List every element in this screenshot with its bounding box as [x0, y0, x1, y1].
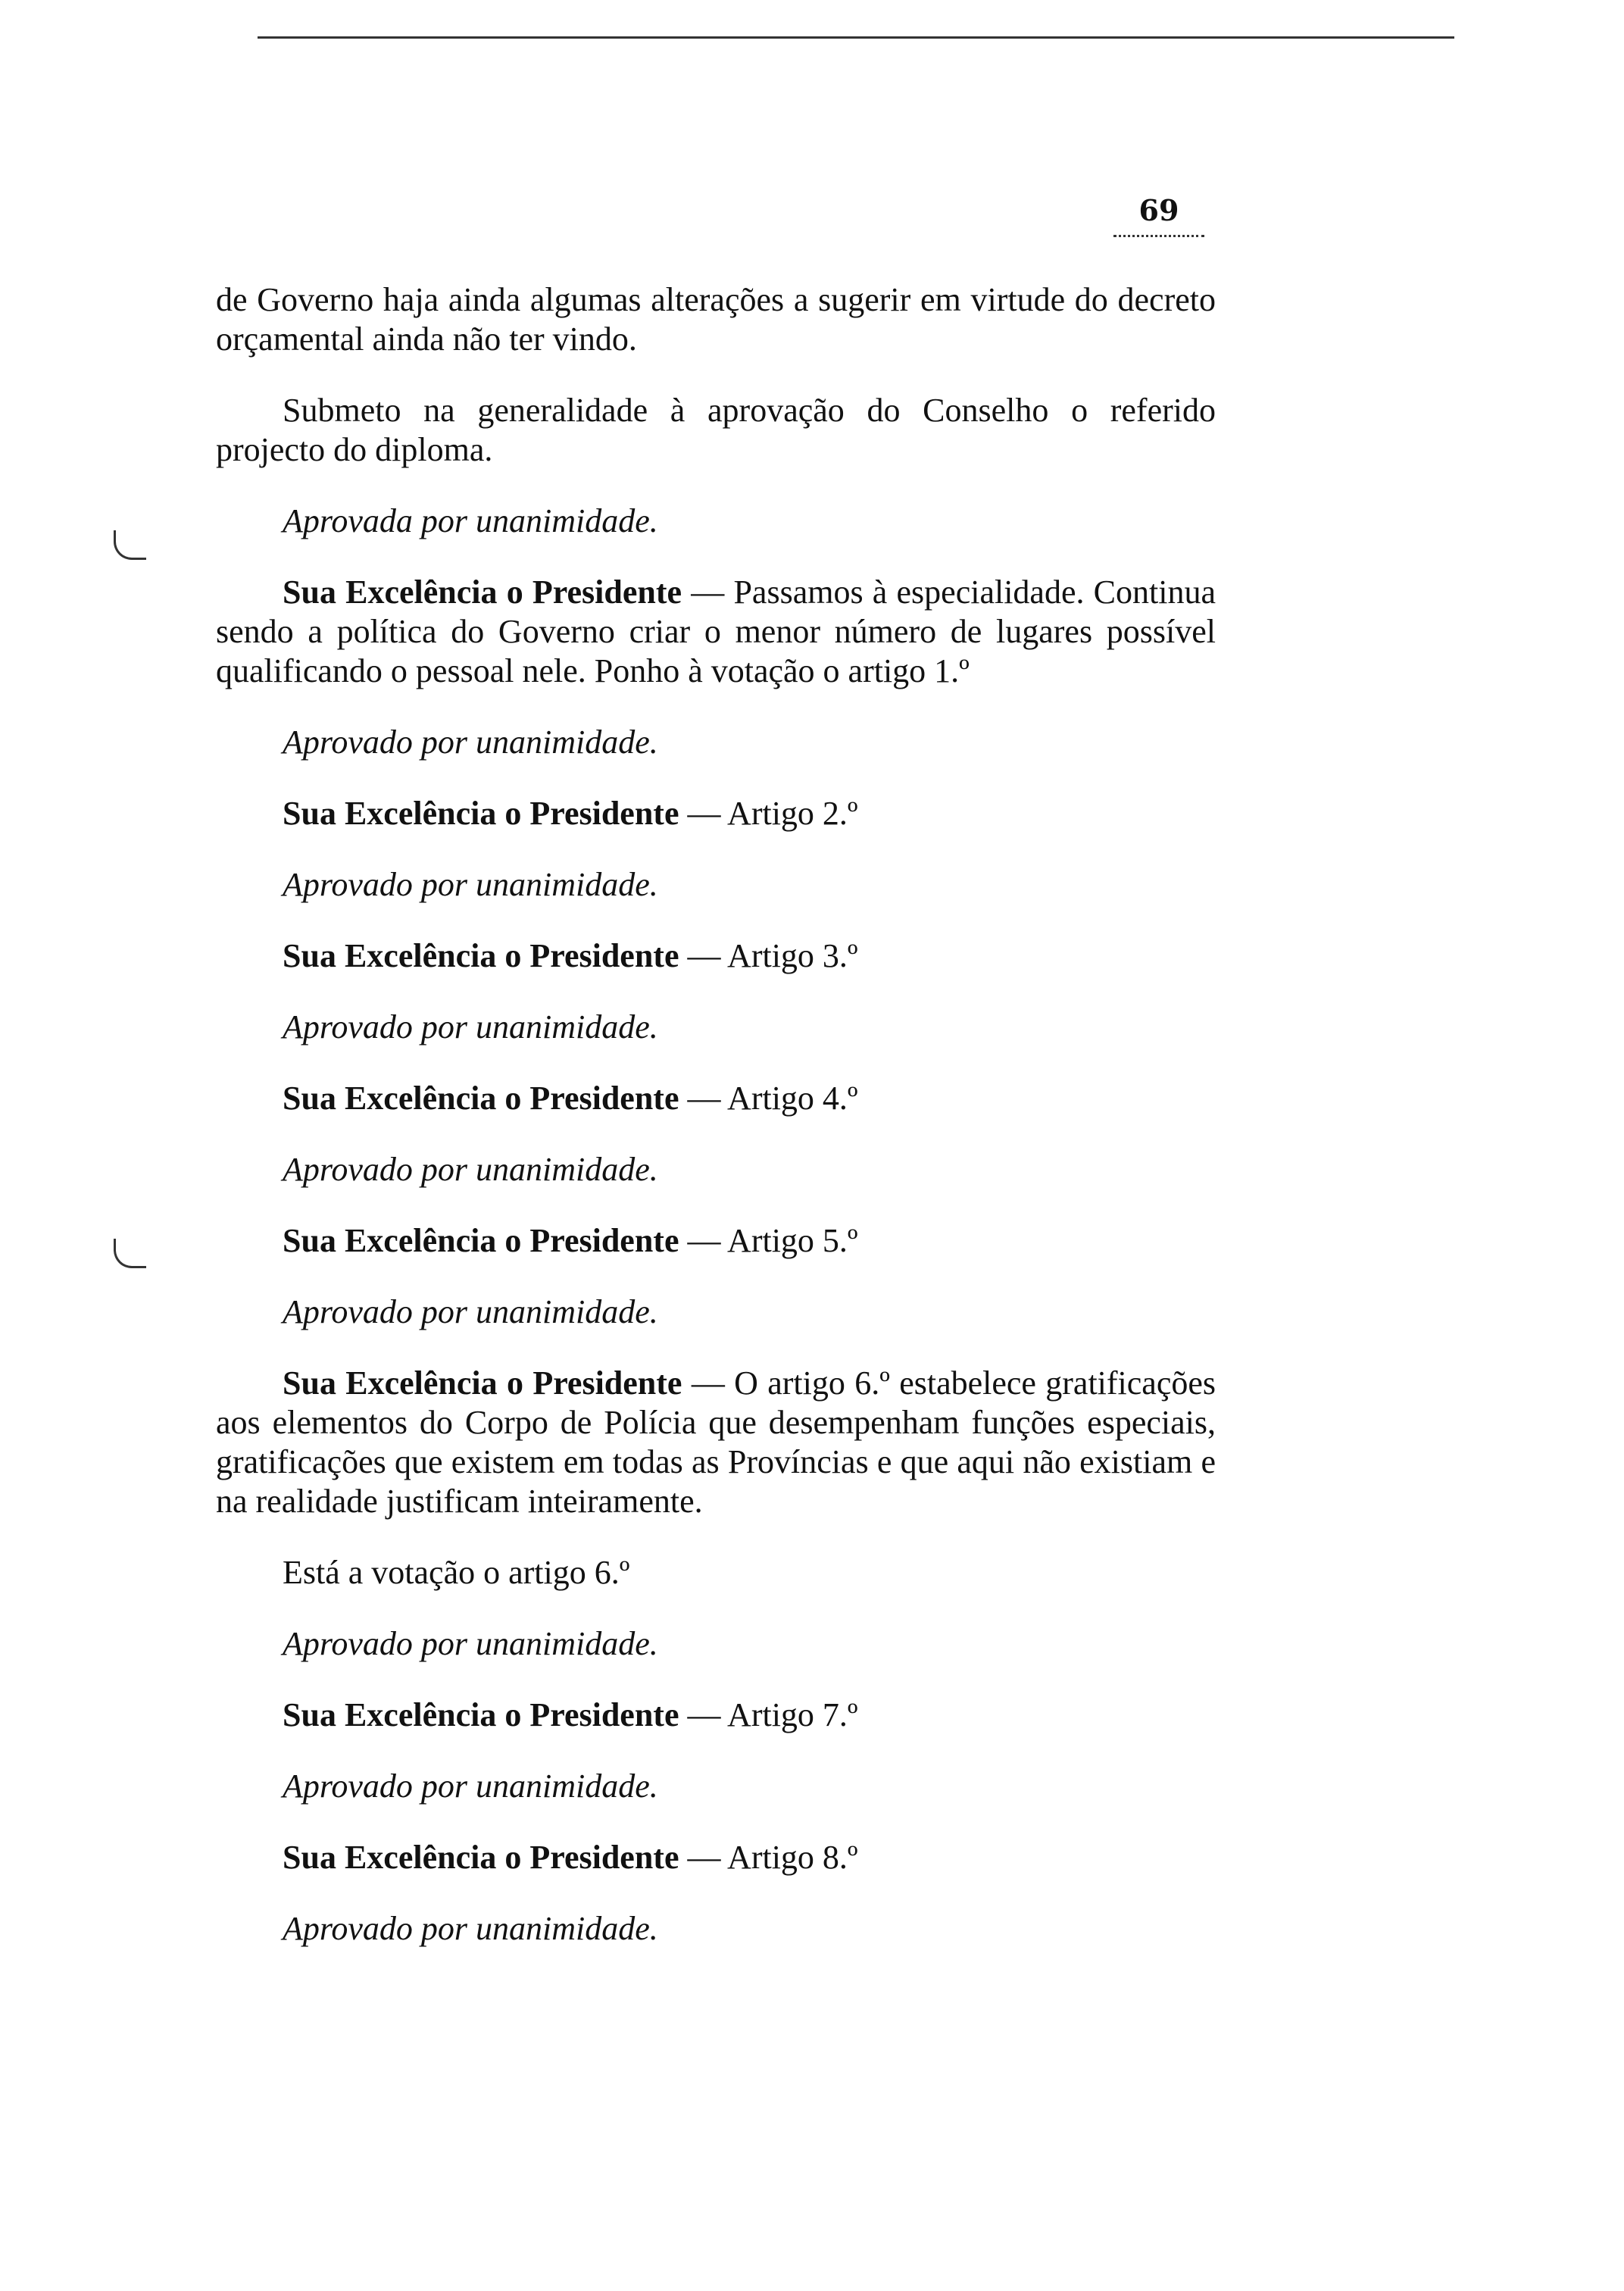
vote-result: Aprovado por unanimidade.: [283, 1910, 658, 1947]
page-number: 69: [1113, 193, 1204, 237]
vote-result: Aprovado por unanimidade.: [283, 866, 658, 903]
top-rule: [258, 36, 1454, 39]
speech-paragraph: [216, 1364, 1216, 1521]
vote-result: Aprovado por unanimidade.: [283, 724, 658, 761]
speaker-name: Sua Excelência o Presidente: [283, 1222, 679, 1259]
margin-bracket-mark: [114, 1239, 146, 1268]
vote-result: Aprovado por unanimidade.: [283, 1008, 658, 1045]
speaker-name: Sua Excelência o Presidente: [283, 937, 679, 974]
speech-text: — Passamos à especialidade. Continua sendo a política do Governo criar o menor número de lugares possível qualificando o pessoal nele. Ponho à votação o artigo 1.º: [216, 574, 1216, 689]
speech-text: — Artigo 7.º: [687, 1696, 858, 1733]
speech-text: — Artigo 8.º: [687, 1839, 858, 1876]
speech-text: — Artigo 4.º: [687, 1080, 858, 1117]
speech-paragraph: [216, 1696, 1216, 1735]
speaker-name: Sua Excelência o Presidente: [283, 1080, 679, 1117]
speaker-name: Sua Excelência o Presidente: [283, 795, 679, 832]
vote-result: Aprovada por unanimidade.: [283, 502, 658, 539]
paragraph: Submeto na generalidade à aprovação do Conselho o referido projecto do diploma.: [216, 392, 1216, 468]
margin-bracket-mark: [114, 530, 146, 560]
speech-text: — O artigo 6.º estabelece gratificações aos elementos do Corpo de Polícia que desempenham funções especiais, gratificações que existem em todas as Províncias e que aqui não existiam e na realidade justificam inteiramente.: [216, 1364, 1216, 1520]
speech-paragraph: [216, 573, 1216, 691]
speaker-name: Sua Excelência o Presidente: [283, 1364, 682, 1402]
speaker-name: Sua Excelência o Presidente: [283, 1696, 679, 1733]
vote-result: Aprovado por unanimidade.: [283, 1293, 658, 1330]
speech-paragraph: [216, 794, 1216, 833]
speech-text: — Artigo 2.º: [687, 795, 858, 832]
paragraph: Está a votação o artigo 6.º: [283, 1554, 630, 1591]
speaker-name: Sua Excelência o Presidente: [283, 1839, 679, 1876]
speech-paragraph: [216, 1838, 1216, 1877]
document-body: [216, 280, 1216, 1980]
vote-result: Aprovado por unanimidade.: [283, 1151, 658, 1188]
speech-paragraph: [216, 1221, 1216, 1261]
speech-paragraph: [216, 936, 1216, 976]
speech-text: — Artigo 3.º: [687, 937, 858, 974]
speech-paragraph: [216, 1079, 1216, 1118]
vote-result: Aprovado por unanimidade.: [283, 1767, 658, 1805]
speech-text: — Artigo 5.º: [687, 1222, 858, 1259]
paragraph: de Governo haja ainda algumas alterações a sugerir em virtude do decreto orçamental ainda não ter vindo.: [216, 281, 1216, 358]
vote-result: Aprovado por unanimidade.: [283, 1625, 658, 1662]
speaker-name: Sua Excelência o Presidente: [283, 574, 682, 611]
